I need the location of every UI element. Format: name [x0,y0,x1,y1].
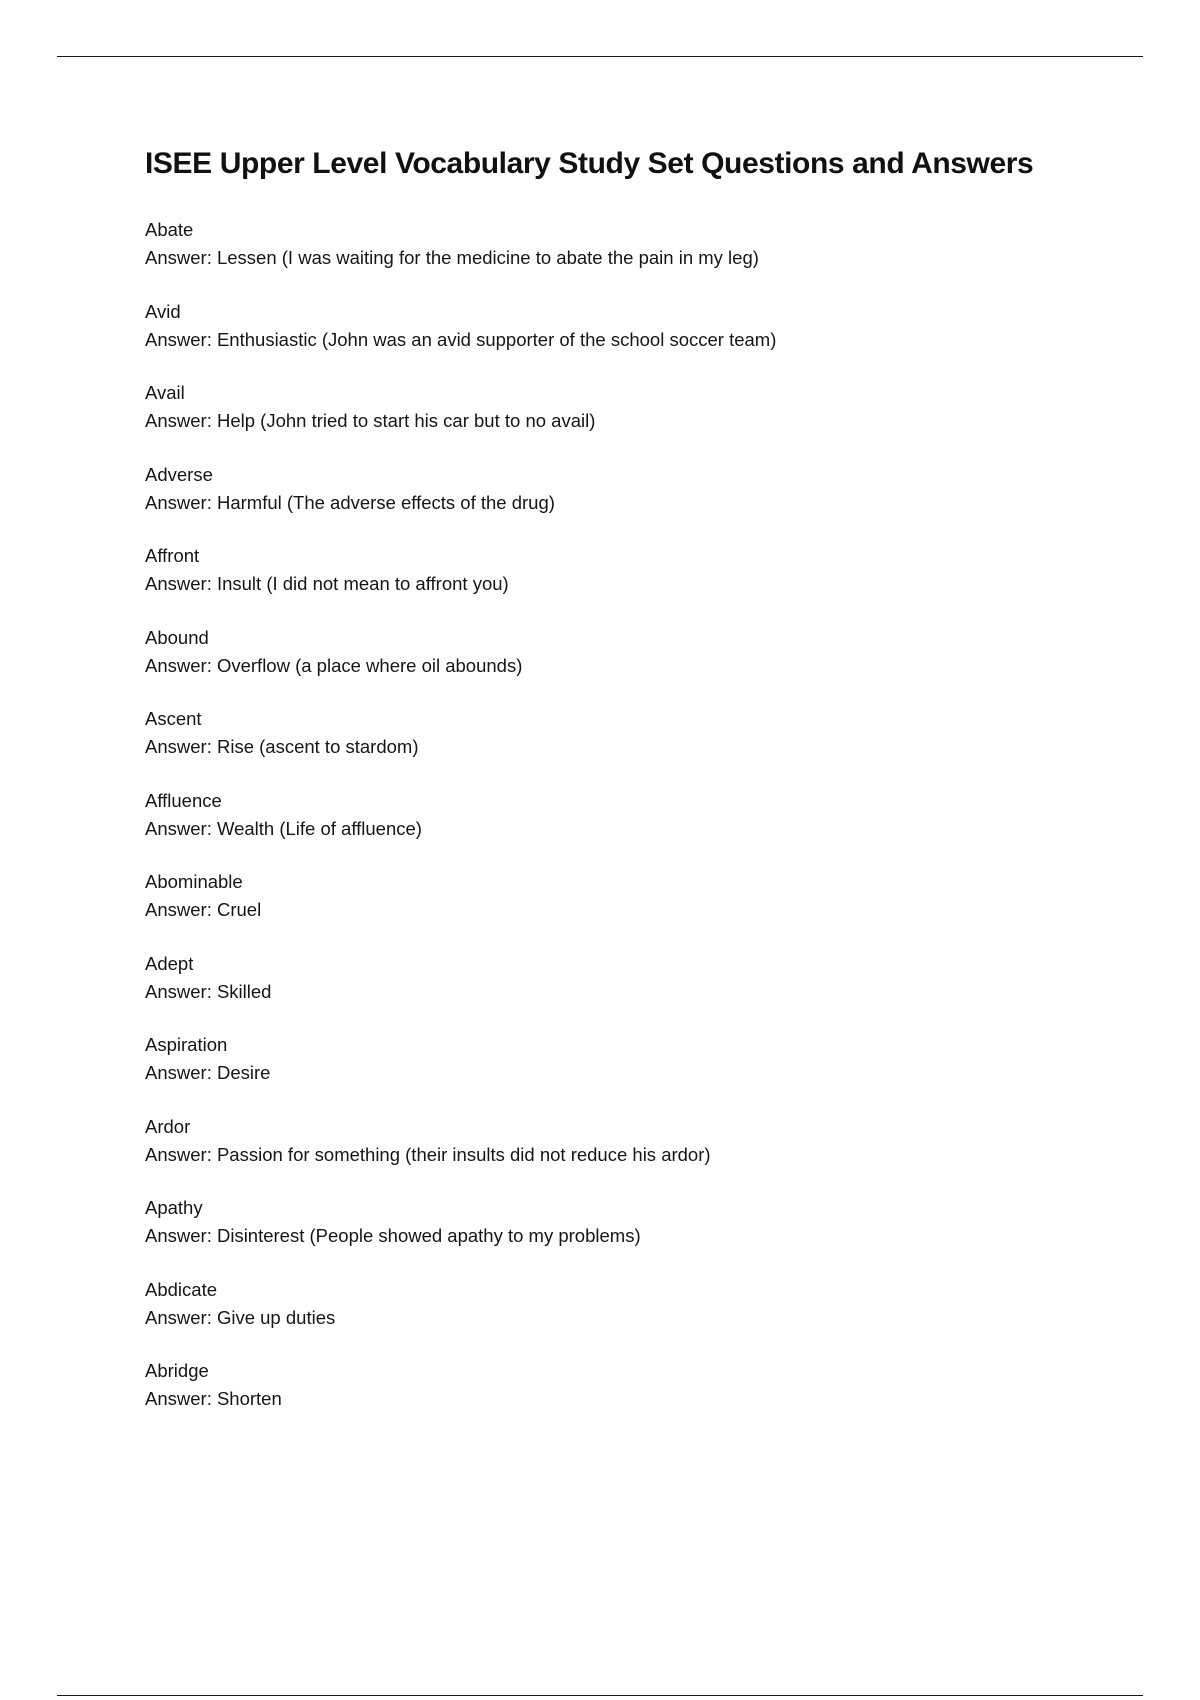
vocabulary-term: Avail [145,382,185,403]
vocabulary-answer: Answer: Give up duties [145,1306,336,1328]
footer-divider [57,1695,1143,1696]
vocabulary-term: Abridge [145,1360,209,1381]
vocabulary-answer: Answer: Skilled [145,980,272,1002]
vocabulary-answer: Answer: Passion for something (their insults did not reduce his ardor) [145,1143,711,1165]
vocabulary-entry [145,216,1145,298]
vocabulary-entry [145,379,1145,461]
vocabulary-answer: Answer: Overflow (a place where oil abounds) [145,654,523,676]
vocabulary-entry [145,950,1145,1032]
vocabulary-answer: Answer: Harmful (The adverse effects of the drug) [145,491,555,513]
vocabulary-answer: Answer: Desire [145,1062,271,1083]
vocabulary-term: Affront [145,545,200,566]
vocabulary-entry [145,787,1145,869]
vocabulary-answer: Answer: Disinterest (People showed apathy to my problems) [145,1225,641,1246]
vocabulary-answer: Answer: Cruel [145,899,262,920]
vocabulary-entry [145,542,1145,624]
document-title: ISEE Upper Level Vocabulary Study Set Questions and Answers [145,147,1034,180]
vocabulary-term: Abound [145,626,209,648]
vocabulary-entry [145,1276,1145,1358]
vocabulary-answer: Answer: Insult (I did not mean to affront you) [145,573,509,594]
vocabulary-term: Affluence [145,789,222,811]
vocabulary-answer: Answer: Wealth (Life of affluence) [145,817,422,839]
vocabulary-term: Ardor [145,1115,191,1137]
vocabulary-entry [145,1357,1145,1439]
header-divider [57,56,1143,57]
vocabulary-entry [145,298,1145,380]
vocabulary-entry [145,461,1145,543]
vocabulary-term: Abominable [145,871,243,892]
vocabulary-entry [145,868,1145,950]
vocabulary-answer: Answer: Enthusiastic (John was an avid supporter of the school soccer team) [145,328,777,350]
vocabulary-answer: Answer: Lessen (I was waiting for the medicine to abate the pain in my leg) [145,247,759,268]
vocabulary-term: Ascent [145,708,202,729]
vocabulary-term: Adverse [145,463,213,485]
vocabulary-term: Aspiration [145,1034,228,1055]
vocabulary-term: Abdicate [145,1278,217,1300]
vocabulary-term: Adept [145,952,194,974]
vocabulary-answer: Answer: Help (John tried to start his car but to no avail) [145,410,596,431]
vocabulary-entry [145,624,1145,706]
vocabulary-entry [145,705,1145,787]
vocabulary-entry [145,1113,1145,1195]
vocabulary-entry [145,1194,1145,1276]
vocabulary-entry [145,1031,1145,1113]
vocabulary-answer: Answer: Shorten [145,1388,282,1409]
vocabulary-answer: Answer: Rise (ascent to stardom) [145,736,419,757]
vocabulary-term: Avid [145,300,181,322]
vocabulary-term: Apathy [145,1197,203,1218]
vocabulary-list [145,216,1145,1439]
vocabulary-term: Abate [145,219,194,240]
